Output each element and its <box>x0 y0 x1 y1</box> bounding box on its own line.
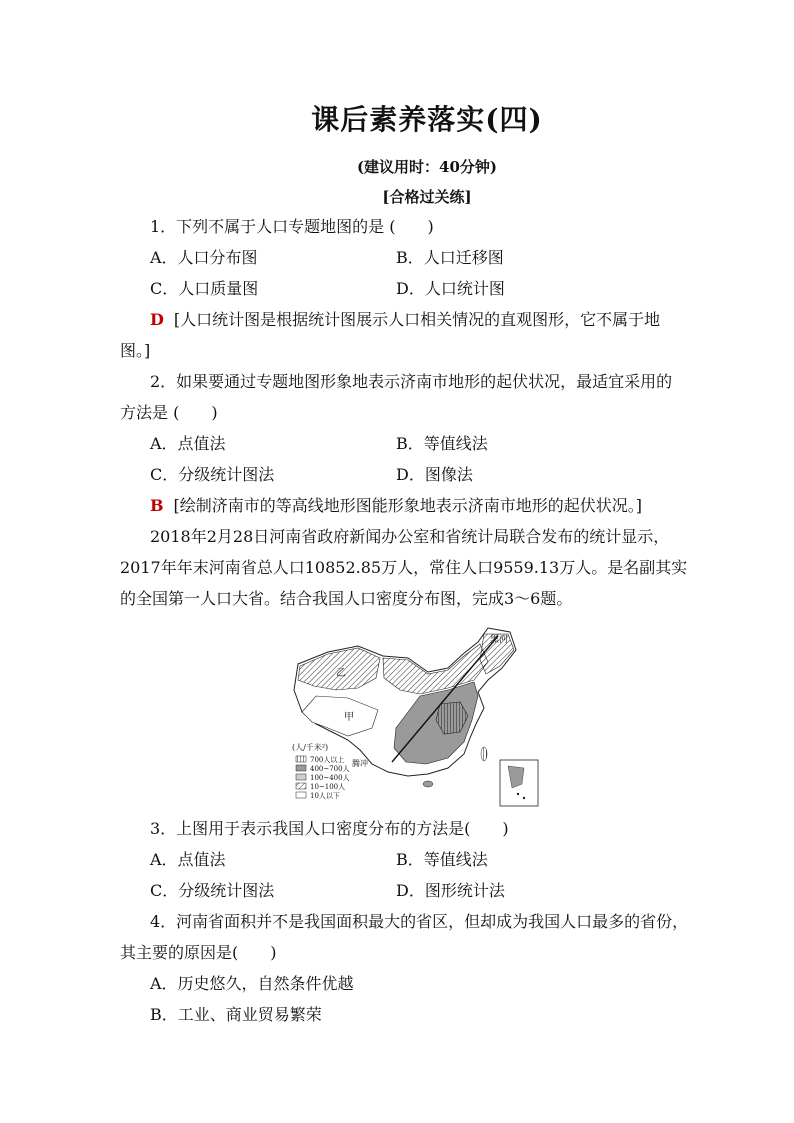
legend-item-1: 700人以上 <box>310 756 345 764</box>
q2-option-d: D．图像法 <box>396 465 473 484</box>
q1-explanation-text: [人口统计图是根据统计图展示人口相关情况的直观图形，它不属于地 <box>173 310 661 329</box>
q2-answer: B <box>150 496 164 515</box>
legend-item-3: 100~400人 <box>310 774 350 782</box>
passage-line-2: 2017年年末河南省总人口10852.85万人，常住人口9559.13万人。是名副其实 <box>120 558 688 577</box>
time-note: (建议用时：40分钟) <box>356 158 498 176</box>
legend-item-5: 10人以下 <box>310 792 340 800</box>
q2-option-a: A．点值法 <box>150 434 226 453</box>
q4-option-a: A．历史悠久，自然条件优越 <box>150 974 354 993</box>
q1-option-a: A．人口分布图 <box>150 248 258 267</box>
q1-explanation-cont: 图。] <box>120 341 151 360</box>
section-heading: [合格过关练] <box>382 188 472 206</box>
q3-option-b: B．等值线法 <box>396 850 488 869</box>
q4-stem: 4．河南省面积并不是我国面积最大的省区，但却成为我国人口最多的省份， <box>150 912 689 931</box>
legend-item-2: 400~700人 <box>310 765 350 773</box>
q1-option-c: C．人口质量图 <box>150 279 259 298</box>
legend-item-4: 10~100人 <box>310 783 346 791</box>
q4-option-b: B．工业、商业贸易繁荣 <box>150 1005 322 1024</box>
q2-explanation-text: [绘制济南市的等高线地形图能形象地表示济南市地形的起伏状况。] <box>173 496 643 515</box>
q3-option-a: A．点值法 <box>150 850 226 869</box>
label-yi: 乙 <box>336 668 346 679</box>
q2-option-c: C．分级统计图法 <box>150 465 275 484</box>
q2-stem-cont: 方法是 ( ) <box>120 403 218 422</box>
population-density-map <box>288 624 544 810</box>
legend-unit: (人/千米²) <box>292 743 329 752</box>
q1-answer: D <box>150 310 164 329</box>
q2-explanation <box>150 495 710 517</box>
q2-stem: 2．如果要通过专题地图形象地表示济南市地形的起伏状况，最适宜采用的 <box>150 372 673 391</box>
q1-explanation <box>150 309 710 331</box>
q1-stem: 1．下列不属于人口专题地图的是 ( ) <box>150 217 434 236</box>
q1-option-d: D．人口统计图 <box>396 279 505 298</box>
map-legend <box>292 742 350 800</box>
label-jia: 甲 <box>344 712 354 723</box>
label-heihe: 黑河 <box>490 635 509 645</box>
q3-option-d: D．图形统计法 <box>396 881 505 900</box>
label-tengchong: 腾冲 <box>352 759 368 768</box>
passage-line-3: 的全国第一人口大省。结合我国人口密度分布图，完成3～6题。 <box>120 589 573 608</box>
q3-stem: 3．上图用于表示我国人口密度分布的方法是( ) <box>150 819 509 838</box>
q4-stem-cont: 其主要的原因是( ) <box>120 943 277 962</box>
passage-line-1: 2018年2月28日河南省政府新闻办公室和省统计局联合发布的统计显示， <box>150 527 670 546</box>
q2-option-b: B．等值线法 <box>396 434 488 453</box>
page-title: 课后素养落实(四) <box>311 103 543 136</box>
q3-option-c: C．分级统计图法 <box>150 881 275 900</box>
q1-option-b: B．人口迁移图 <box>396 248 504 267</box>
